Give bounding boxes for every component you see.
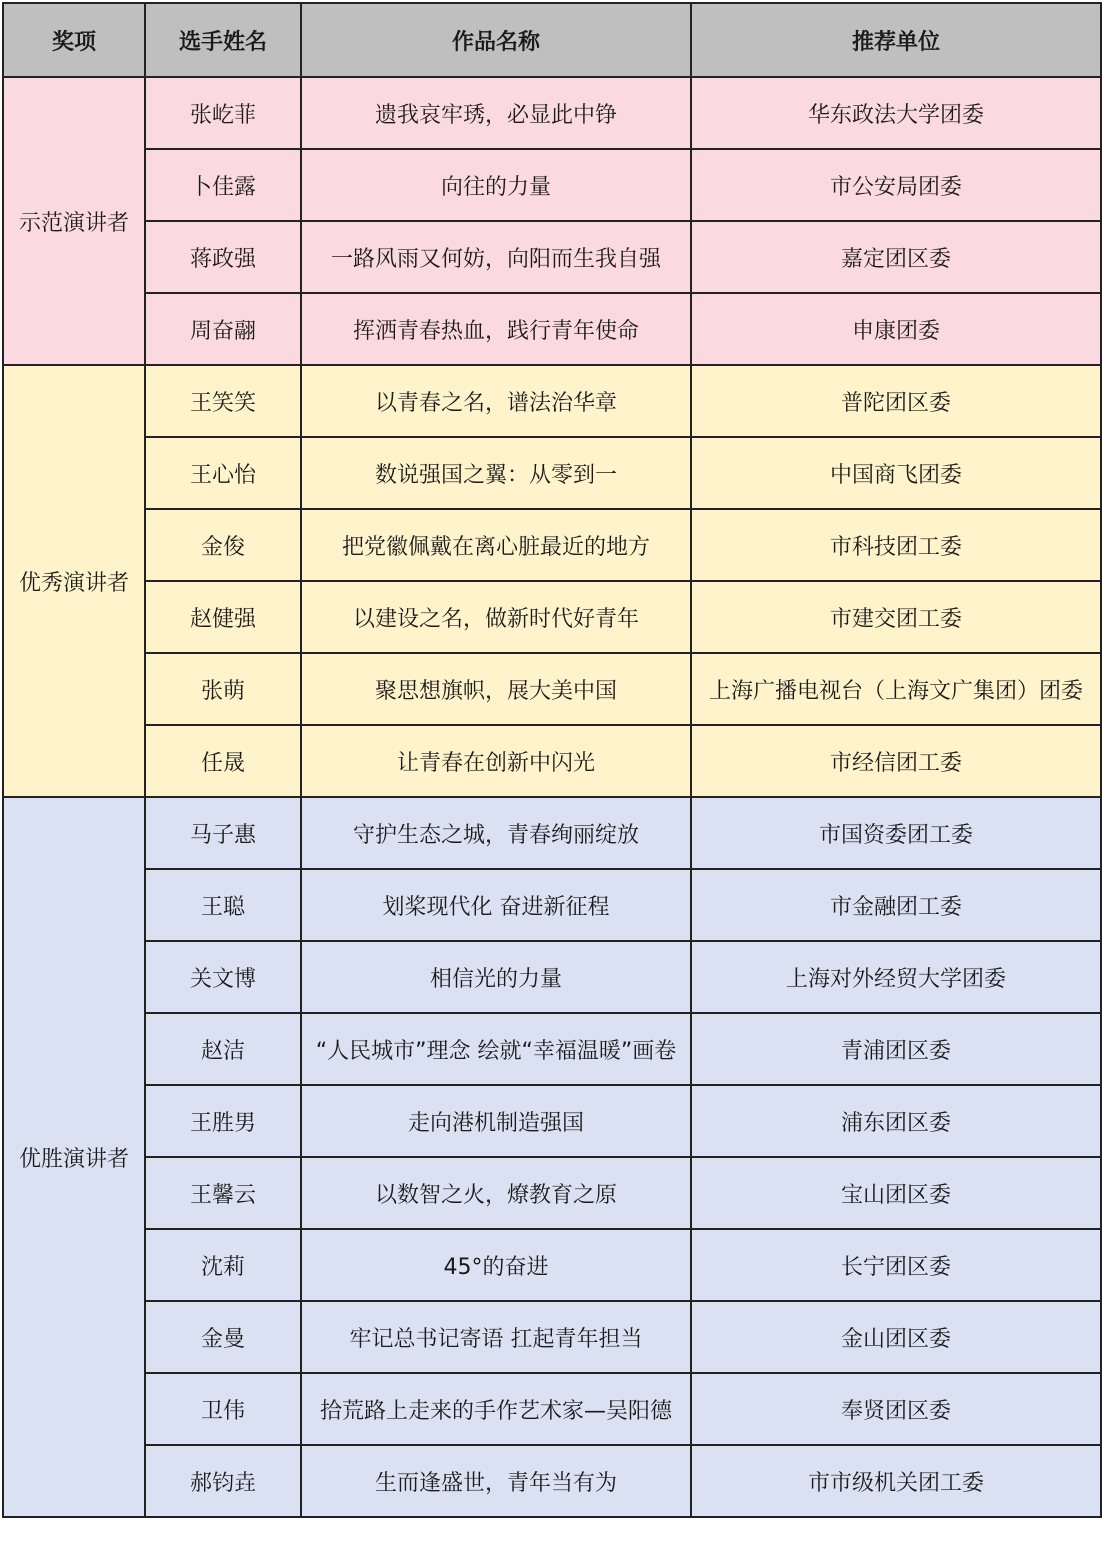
work-cell: 以数智之火，燎教育之原 bbox=[301, 1157, 691, 1229]
name-cell: 周奋翮 bbox=[145, 293, 301, 365]
table-row bbox=[3, 1013, 1101, 1085]
name-cell: 蒋政强 bbox=[145, 221, 301, 293]
table-row bbox=[3, 293, 1101, 365]
table-row bbox=[3, 1085, 1101, 1157]
table-row bbox=[3, 77, 1101, 149]
name-cell: 关文博 bbox=[145, 941, 301, 1013]
unit-cell: 市科技团工委 bbox=[691, 509, 1101, 581]
name-cell: 卫伟 bbox=[145, 1373, 301, 1445]
header-name: 选手姓名 bbox=[145, 3, 301, 77]
unit-cell: 青浦团区委 bbox=[691, 1013, 1101, 1085]
name-cell: 任晟 bbox=[145, 725, 301, 797]
unit-cell: 华东政法大学团委 bbox=[691, 77, 1101, 149]
name-cell: 赵健强 bbox=[145, 581, 301, 653]
group-outstanding bbox=[3, 797, 1101, 1517]
name-cell: 王心怡 bbox=[145, 437, 301, 509]
header-unit: 推荐单位 bbox=[691, 3, 1101, 77]
table-row bbox=[3, 1373, 1101, 1445]
work-cell: 牢记总书记寄语 扛起青年担当 bbox=[301, 1301, 691, 1373]
work-cell: 划桨现代化 奋进新征程 bbox=[301, 869, 691, 941]
table-row bbox=[3, 221, 1101, 293]
unit-cell: 浦东团区委 bbox=[691, 1085, 1101, 1157]
work-cell: 把党徽佩戴在离心脏最近的地方 bbox=[301, 509, 691, 581]
work-cell: 遗我哀牢琇，必显此中铮 bbox=[301, 77, 691, 149]
work-cell: 生而逢盛世，青年当有为 bbox=[301, 1445, 691, 1517]
unit-cell: 中国商飞团委 bbox=[691, 437, 1101, 509]
work-cell: 让青春在创新中闪光 bbox=[301, 725, 691, 797]
name-cell: 王胜男 bbox=[145, 1085, 301, 1157]
table-row bbox=[3, 149, 1101, 221]
unit-cell: 市金融团工委 bbox=[691, 869, 1101, 941]
work-cell: 以建设之名，做新时代好青年 bbox=[301, 581, 691, 653]
work-cell: 以青春之名，谱法治华章 bbox=[301, 365, 691, 437]
table-row bbox=[3, 1445, 1101, 1517]
name-cell: 沈莉 bbox=[145, 1229, 301, 1301]
name-cell: 金俊 bbox=[145, 509, 301, 581]
work-cell: 向往的力量 bbox=[301, 149, 691, 221]
unit-cell: 上海对外经贸大学团委 bbox=[691, 941, 1101, 1013]
name-cell: 王聪 bbox=[145, 869, 301, 941]
name-cell: 卜佳露 bbox=[145, 149, 301, 221]
work-cell: 数说强国之翼：从零到一 bbox=[301, 437, 691, 509]
work-cell: “人民城市”理念 绘就“幸福温暖”画卷 bbox=[301, 1013, 691, 1085]
work-cell: 走向港机制造强国 bbox=[301, 1085, 691, 1157]
name-cell: 王馨云 bbox=[145, 1157, 301, 1229]
unit-cell: 上海广播电视台（上海文广集团）团委 bbox=[691, 653, 1101, 725]
table-row bbox=[3, 941, 1101, 1013]
award-cell: 示范演讲者 bbox=[3, 77, 145, 365]
table-row bbox=[3, 365, 1101, 437]
name-cell: 张萌 bbox=[145, 653, 301, 725]
unit-cell: 市建交团工委 bbox=[691, 581, 1101, 653]
header-row bbox=[3, 3, 1101, 77]
award-cell: 优秀演讲者 bbox=[3, 365, 145, 797]
unit-cell: 市市级机关团工委 bbox=[691, 1445, 1101, 1517]
award-cell: 优胜演讲者 bbox=[3, 797, 145, 1517]
table-row bbox=[3, 869, 1101, 941]
unit-cell: 市经信团工委 bbox=[691, 725, 1101, 797]
table-row bbox=[3, 653, 1101, 725]
name-cell: 王笑笑 bbox=[145, 365, 301, 437]
group-excellent bbox=[3, 365, 1101, 797]
unit-cell: 长宁团区委 bbox=[691, 1229, 1101, 1301]
work-cell: 挥洒青春热血，践行青年使命 bbox=[301, 293, 691, 365]
name-cell: 郝钧垚 bbox=[145, 1445, 301, 1517]
work-cell: 相信光的力量 bbox=[301, 941, 691, 1013]
unit-cell: 嘉定团区委 bbox=[691, 221, 1101, 293]
work-cell: 45°的奋进 bbox=[301, 1229, 691, 1301]
table-row bbox=[3, 437, 1101, 509]
unit-cell: 市公安局团委 bbox=[691, 149, 1101, 221]
table-row bbox=[3, 797, 1101, 869]
table-row bbox=[3, 581, 1101, 653]
unit-cell: 奉贤团区委 bbox=[691, 1373, 1101, 1445]
table-row bbox=[3, 1301, 1101, 1373]
name-cell: 张屹菲 bbox=[145, 77, 301, 149]
table-row bbox=[3, 509, 1101, 581]
group-demonstration bbox=[3, 77, 1101, 365]
unit-cell: 申康团委 bbox=[691, 293, 1101, 365]
unit-cell: 宝山团区委 bbox=[691, 1157, 1101, 1229]
unit-cell: 市国资委团工委 bbox=[691, 797, 1101, 869]
work-cell: 守护生态之城，青春绚丽绽放 bbox=[301, 797, 691, 869]
header-work: 作品名称 bbox=[301, 3, 691, 77]
table-row bbox=[3, 1157, 1101, 1229]
name-cell: 马子惠 bbox=[145, 797, 301, 869]
name-cell: 赵洁 bbox=[145, 1013, 301, 1085]
work-cell: 拾荒路上走来的手作艺术家—吴阳德 bbox=[301, 1373, 691, 1445]
unit-cell: 普陀团区委 bbox=[691, 365, 1101, 437]
name-cell: 金曼 bbox=[145, 1301, 301, 1373]
table-row bbox=[3, 725, 1101, 797]
work-cell: 一路风雨又何妨，向阳而生我自强 bbox=[301, 221, 691, 293]
work-cell: 聚思想旗帜，展大美中国 bbox=[301, 653, 691, 725]
table-row bbox=[3, 1229, 1101, 1301]
unit-cell: 金山团区委 bbox=[691, 1301, 1101, 1373]
award-table bbox=[2, 2, 1102, 1518]
header-award: 奖项 bbox=[3, 3, 145, 77]
